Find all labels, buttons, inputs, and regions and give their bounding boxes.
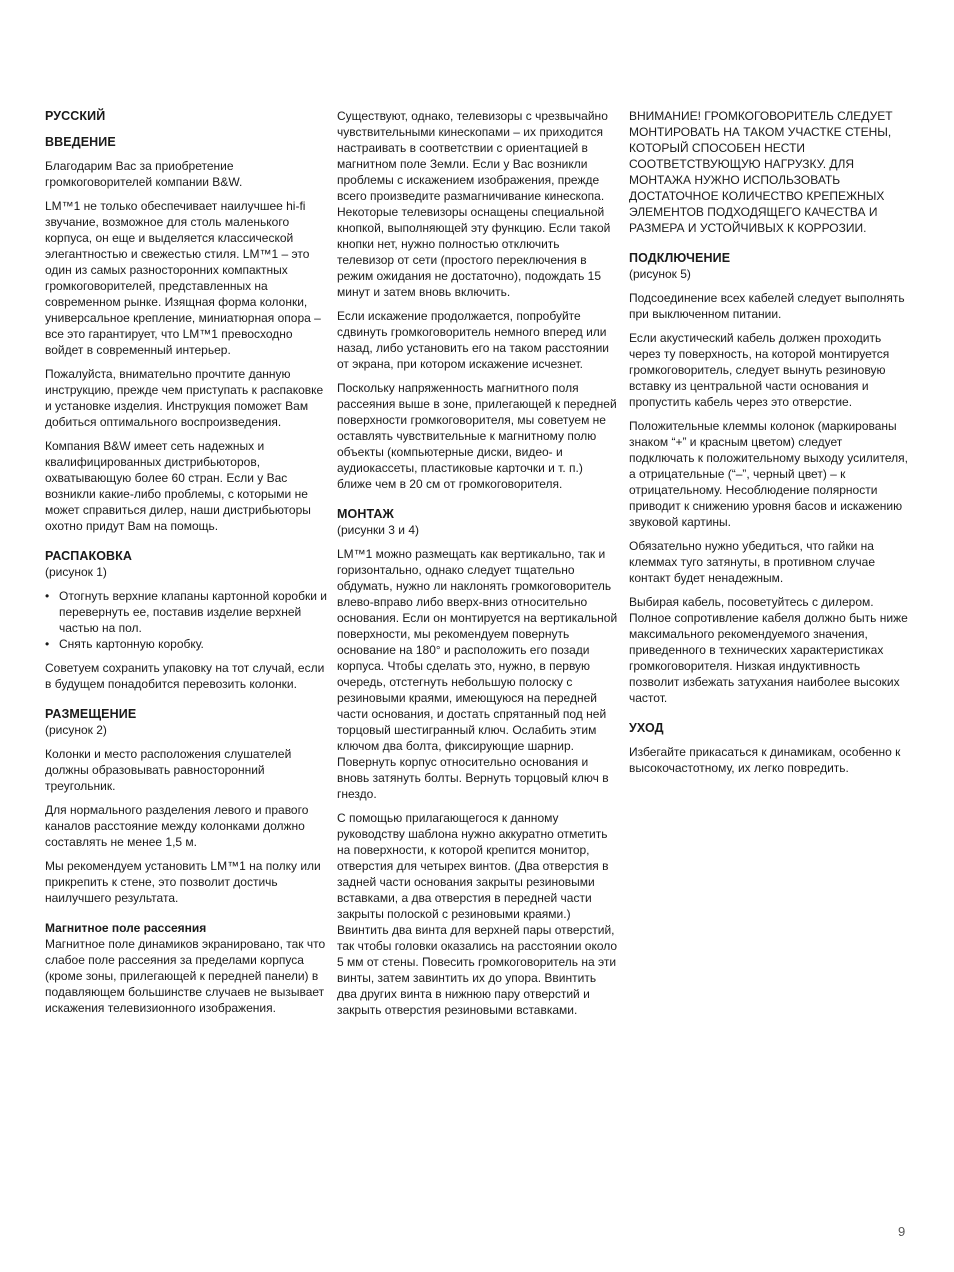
unpacking-figure-ref: (рисунок 1)	[45, 565, 107, 579]
intro-paragraph-4: Компания B&W имеет сеть надежных и квалифицированных дистрибьюторов, охватывающую более 60 стран. Если у Вас возникли какие-либо проблемы, с которыми не может справиться дилер, наши дистрибьюторы охотно придут Вам на помощь.	[45, 439, 311, 533]
connection-heading: ПОДКЛЮЧЕНИЕ	[629, 251, 731, 265]
placement-paragraph-2: Для нормального разделения левого и правого каналов расстояние между колонками должно составлять не менее 1,5 м.	[45, 803, 309, 849]
mounting-paragraph-2: С помощью прилагающегося к данному руководству шаблона нужно аккуратно отметить на поверхности, к которой крепится монитор, отверстия для четырех винтов. (Два отверстия в задней части основания закрыты резиновыми вставками, а два отверстия в передней части закрыты полоской с резиновыми краями.) Ввинтить два винта для верхней пары отверстий, так чтобы головки оказались на расстоянии около 5 мм от стены. Повесить громкоговоритель на эти винты, затем завинтить их до упора. Ввинтить два других винта в нижнюю пару отверстий и закрыть отверстия резиновыми вставками.	[337, 811, 618, 1017]
magnetic-field-heading: Магнитное поле рассеяния	[45, 921, 207, 935]
magnetic-field-paragraph-2: Существуют, однако, телевизоры с чрезвычайно чувствительными кинескопами – их приходится настраивать в соответствии с ориентацией в магнитном поле Земли. Если у Вас возникли проблемы с искажением изображения, прежде всего произведите размагничивание кинескопа. Некоторые телевизоры оснащены специальной кнопкой, выполняющей эту функцию. Если такой кнопки нет, нужно полностью отключить телевизор от сети (простого переключения в режим ожидания не достаточно), подождать 15 минут и затем вновь включить.	[337, 109, 611, 299]
intro-paragraph-2: LM™1 не только обеспечивает наилучшее hi-fi звучание, возможное для столь маленького корпуса, он еще и выделяется классической элегантностью и свежестью стиля. LM™1 – это один из самых разносторонних компактных громкоговорителей, представленных на современном рынке. Изящная форма колонки, универсальное крепление, миниатюрная опора – все это гарантирует, что LM™1 превосходно войдет в современный интерьер.	[45, 199, 321, 357]
mounting-paragraph-1: LM™1 можно размещать как вертикально, так и горизонтально, однако следует тщательно обдумать, нужно ли наклонять громкоговоритель влево-вправо либо вверх-вниз относительно основания. Если он монтируется на вертикальной поверхности, мы рекомендуем повернуть основание на 180° и расположить его позади корпуса. Чтобы сделать это, нужно, в первую очередь, отстегнуть небольшую полоску с резиновыми краями, имеющуюся на передней части основания, и достать спрятанный под ней торцовый шестигранный ключ. Ослабить этим ключом два болта, фиксирующие шарнир. Повернуть корпус относительно основания и вновь затянуть болты. Вернуть торцовый ключ в гнездо.	[337, 547, 618, 801]
connection-paragraph-3: Положительные клеммы колонок (маркированы знаком “+” и красным цветом) следует подключать к положительному выходу усилителя, а отрицательные (“–”, черный цвет) – к отрицательному. Несоблюдение полярности приводит к снижению уровня басов и искажению звуковой картины.	[629, 419, 908, 529]
magnetic-field-paragraph-3: Если искажение продолжается, попробуйте сдвинуть громкоговоритель немного вперед или назад, либо установить его на таком расстоянии от экрана, при котором искажение исчезнет.	[337, 309, 609, 371]
placement-paragraph-1: Колонки и место расположения слушателей должны образовывать равносторонний треугольник.	[45, 747, 292, 793]
intro-paragraph-3: Пожалуйста, внимательно прочтите данную инструкцию, прежде чем приступать к распаковке и установке изделия. Инструкция поможет Вам добиться оптимального воспроизведения.	[45, 367, 324, 429]
mounting-figure-ref: (рисунки 3 и 4)	[337, 523, 420, 537]
unpacking-heading: РАСПАКОВКА	[45, 549, 133, 563]
language-heading: РУССКИЙ	[45, 109, 106, 123]
unpacking-paragraph-1: Советуем сохранить упаковку на тот случай, если в будущем понадобится перевозить колонки.	[45, 661, 325, 691]
care-paragraph-1: Избегайте прикасаться к динамикам, особенно к высокочастотному, их легко повредить.	[629, 745, 901, 775]
care-heading: УХОД	[629, 721, 664, 735]
page-number: 9	[898, 1224, 906, 1239]
connection-figure-ref: (рисунок 5)	[629, 267, 691, 281]
placement-paragraph-3: Мы рекомендуем установить LM™1 на полку или прикрепить к стене, это позволит достичь наилучшего результата.	[45, 859, 321, 905]
connection-paragraph-2: Если акустический кабель должен проходить через ту поверхность, на которой монтируется громкоговоритель, следует вынуть резиновую вставку из центральной части основания и пропустить кабель через это отверстие.	[629, 331, 890, 409]
list-item: • Снять картонную коробку.	[45, 636, 327, 652]
column-2	[337, 108, 619, 1018]
mounting-heading: МОНТАЖ	[337, 507, 394, 521]
list-item: • Отогнуть верхние клапаны картонной коробки и перевернуть ее, поставив изделие верхней частью на пол.	[45, 588, 327, 636]
magnetic-field-paragraph-4: Поскольку напряженность магнитного поля рассеяния выше в зоне, прилегающей к передней поверхности громкоговорителя, мы советуем не оставлять чувствительные к магнитному полю объекты (компьютерные диски, видео- и аудиокассеты, пластиковые карточки и т. п.) ближе чем в 20 см от громкоговорителя.	[337, 381, 617, 491]
connection-paragraph-5: Выбирая кабель, посоветуйтесь с дилером. Полное сопротивление кабеля должно быть ниже максимального рекомендуемого значения, приведенного в технических характеристиках громкоговорителя. Низкая индуктивность позволит избежать затухания наиболее высоких частот.	[629, 595, 908, 705]
placement-heading: РАЗМЕЩЕНИЕ	[45, 707, 137, 721]
unpacking-list	[45, 588, 327, 652]
column-1	[45, 108, 327, 1016]
placement-figure-ref: (рисунок 2)	[45, 723, 107, 737]
column-3	[629, 108, 911, 776]
warning-paragraph: ВНИМАНИЕ! ГРОМКОГОВОРИТЕЛЬ СЛЕДУЕТ МОНТИРОВАТЬ НА ТАКОМ УЧАСТКЕ СТЕНЫ, КОТОРЫЙ СПОСОБЕН НЕСТИ СООТВЕТСТВУЮЩУЮ НАГРУЗКУ. ДЛЯ МОНТАЖА НУЖНО ИСПОЛЬЗОВАТЬ ДОСТАТОЧНОЕ КОЛИЧЕСТВО КРЕПЕЖНЫХ ЭЛЕМЕНТОВ ПОДХОДЯЩЕГО КАЧЕСТВА И РАЗМЕРА И УСТОЙЧИВЫХ К КОРРОЗИИ.	[629, 109, 893, 235]
connection-paragraph-1: Подсоединение всех кабелей следует выполнять при выключенном питании.	[629, 291, 905, 321]
magnetic-field-paragraph-1: Магнитное поле динамиков экранировано, так что слабое поле рассеяния за пределами корпуса (кроме зоны, прилегающей к передней панели) в подавляющем большинстве случаев не вызывает искажения телевизионного изображения.	[45, 937, 326, 1015]
intro-heading: ВВЕДЕНИЕ	[45, 135, 116, 149]
connection-paragraph-4: Обязательно нужно убедиться, что гайки на клеммах туго затянуты, в противном случае контакт будет ненадежным.	[629, 539, 875, 585]
intro-paragraph-1: Благодарим Вас за приобретение громкоговорителей компании B&W.	[45, 159, 243, 189]
